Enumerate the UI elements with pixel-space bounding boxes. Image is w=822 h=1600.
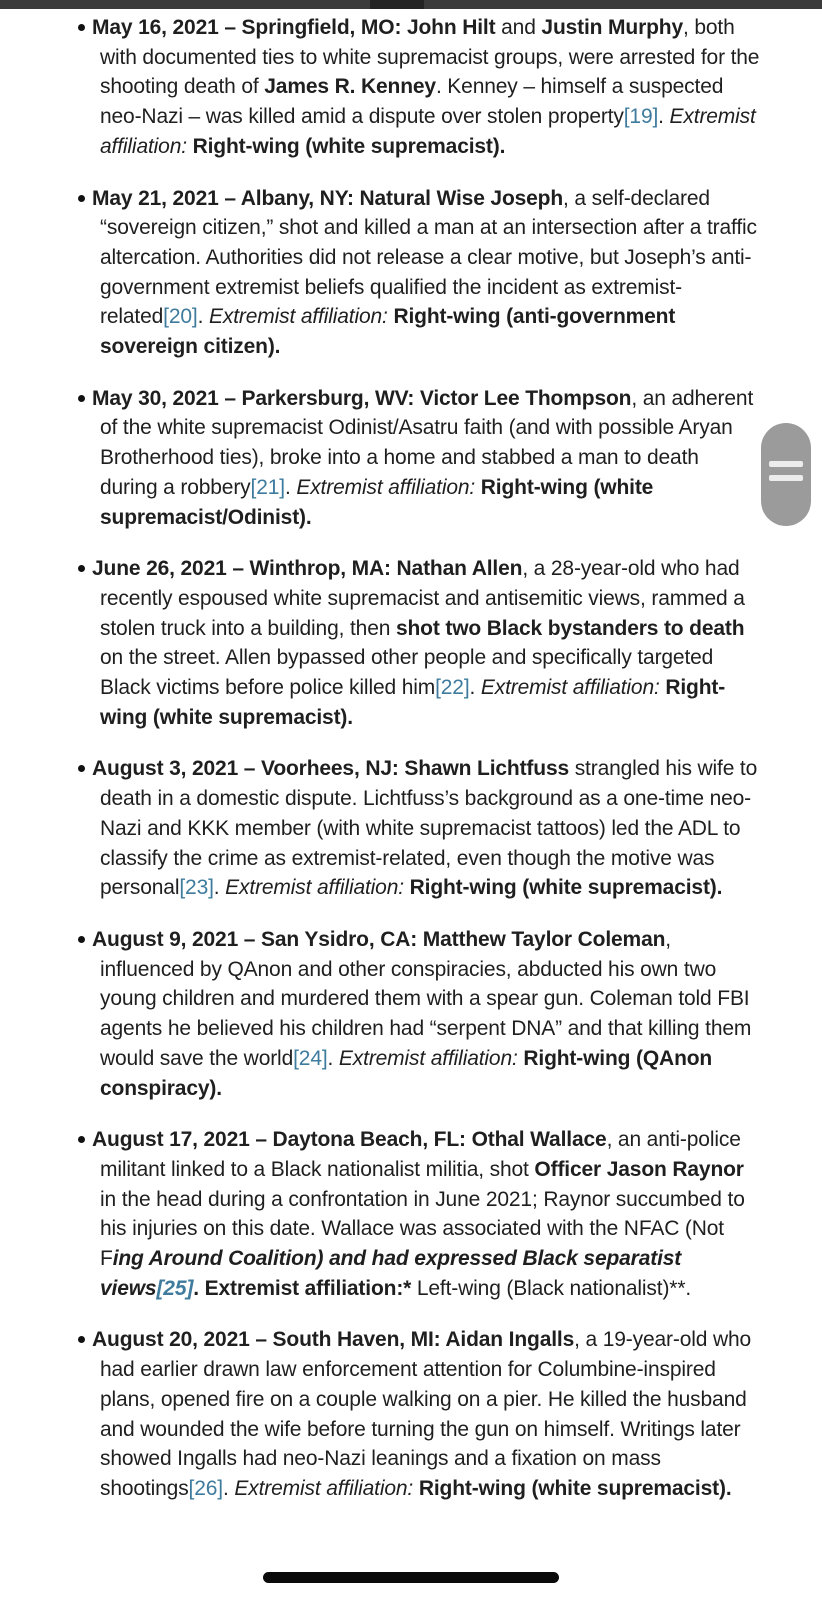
text-segment: , a 19-year-old who had earlier drawn law enforcement attention for Columbine-inspired plans, opened fire on a couple walking on a pier. He killed the husband and wounded the wife before turning the gun on himself. Writings later showed Ingalls had neo-Nazi leanings and a fixation on mass shootings [100, 1328, 752, 1500]
handle-lines-icon [769, 475, 803, 481]
citation-link[interactable]: [23] [179, 876, 214, 900]
text-segment: August 17, 2021 – Daytona Beach, FL: Othal Wallace [92, 1128, 607, 1152]
handle-lines-icon [769, 461, 803, 467]
text-segment: May 30, 2021 – Parkersburg, WV: Victor Lee Thompson [92, 386, 632, 410]
text-segment: , an adherent of the white supremacist Odinist/Asatru faith (and with possible Aryan Brotherhood ties), broke into a home and stabbed a man to death during a robbery [100, 386, 754, 499]
list-item [92, 384, 760, 533]
text-segment: Extremist affiliation: [296, 475, 476, 499]
citation-link[interactable]: [22] [435, 676, 470, 700]
text-segment: Extremist affiliation: [225, 876, 404, 900]
text-segment: . [222, 1476, 235, 1500]
list-item [92, 1325, 760, 1503]
list-item [92, 13, 760, 162]
text-segment: . Kenney – himself a suspected neo-Nazi – was killed amid a dispute over stolen property [100, 75, 724, 129]
top-bar [0, 0, 822, 9]
text-segment: Right-wing (white supremacist). [192, 134, 506, 158]
redaction-bar [263, 1572, 559, 1583]
citation-link[interactable]: [26] [188, 1476, 223, 1500]
text-segment: Left-wing (Black nationalist)**. [411, 1276, 692, 1300]
text-segment: Justin Murphy [541, 16, 683, 39]
text-segment: Right-wing (white supremacist). [100, 676, 726, 729]
text-segment: Right-wing (white supremacist). [409, 876, 723, 900]
text-segment: , an anti-police militant linked to a Black nationalist militia, shot [100, 1128, 741, 1181]
citation-link[interactable]: [20] [163, 305, 198, 329]
text-segment: Extremist affiliation: [234, 1476, 414, 1500]
list-item [92, 554, 760, 732]
text-segment: ing Around Coalition) and had expressed Black separatist views [100, 1247, 682, 1300]
text-segment: May 16, 2021 – Springfield, MO: John Hilt [92, 16, 496, 39]
drag-handle[interactable] [761, 423, 811, 526]
citation-link[interactable]: [21] [250, 475, 285, 499]
text-segment: and [495, 16, 542, 39]
text-segment: . [469, 676, 481, 700]
text-segment: . [658, 105, 670, 129]
list-item [92, 1125, 760, 1303]
text-segment: strangled his wife to death in a domestic dispute. Lichtfuss’s background as a one-time neo-Nazi and KKK member (with white supremacist tattoos) led the ADL to classify the crime as extremist-related, even though the motive was personal [100, 757, 758, 900]
text-segment: , a 28-year-old who had recently espoused white supremacist and antisemitic views, rammed a stolen truck into a building, then [100, 557, 745, 640]
list-item [92, 754, 760, 903]
text-segment: Extremist affiliation: [100, 105, 756, 158]
text-segment: shot two Black bystanders to death [395, 616, 745, 640]
text-segment: Right-wing (QAnon conspiracy). [100, 1046, 713, 1100]
citation-link[interactable]: [24] [293, 1046, 328, 1070]
text-segment: June 26, 2021 – Winthrop, MA: Nathan Allen [92, 557, 523, 581]
text-segment: Officer Jason Raynor [534, 1157, 744, 1181]
text-segment: on the street. Allen bypassed other people and specifically targeted Black victims before police killed him [100, 646, 714, 700]
text-segment: August 3, 2021 – Voorhees, NJ: Shawn Lichtfuss [92, 757, 570, 781]
top-bar-notch [370, 0, 424, 9]
text-segment: Extremist affiliation: [338, 1046, 518, 1070]
text-segment: . [327, 1046, 339, 1070]
text-segment: May 21, 2021 – Albany, NY: Natural Wise Joseph [92, 186, 564, 210]
text-segment: , a self-declared “sovereign citizen,” shot and killed a man at an intersection after a traffic altercation. Authorities did not release a clear motive, but Joseph’s anti-government extremist beliefs qualified the incident as extremist-related [100, 186, 757, 329]
text-segment: James R. Kenney [264, 75, 436, 99]
text-segment: August 20, 2021 – South Haven, MI: Aidan Ingalls [92, 1328, 575, 1352]
text-segment: Right-wing (white supremacist/Odinist). [100, 475, 654, 529]
text-segment: Right-wing (anti-government sovereign citizen). [100, 305, 676, 359]
text-segment: , both with documented ties to white supremacist groups, were arrested for the shooting death of [100, 16, 760, 99]
text-segment: Extremist affiliation: [480, 676, 660, 700]
citation-link[interactable]: [19] [623, 105, 659, 129]
text-segment: August 9, 2021 – San Ysidro, CA: Matthew Taylor Coleman [92, 927, 666, 951]
text-segment: , influenced by QAnon and other conspiracies, abducted his own two young children and murdered them with a spear gun. Coleman told FBI agents he believed his children had “serpent DNA” and that killing them would save the world [100, 927, 752, 1070]
list-item [92, 184, 760, 362]
text-segment: . [193, 1276, 205, 1300]
text-segment: Right-wing (white supremacist). [418, 1476, 732, 1500]
text-segment: . [213, 876, 226, 900]
text-segment: . [284, 475, 297, 499]
text-segment: in the head during a confrontation in June 2021; Raynor succumbed to his injuries on this date. Wallace was associated with the NFAC (Not F [100, 1187, 745, 1271]
text-segment: Extremist affiliation: [208, 305, 388, 329]
list-item [92, 925, 760, 1103]
text-segment: . [197, 305, 209, 329]
citation-link[interactable]: [25] [156, 1276, 194, 1300]
text-segment: Extremist affiliation:* [204, 1276, 412, 1300]
